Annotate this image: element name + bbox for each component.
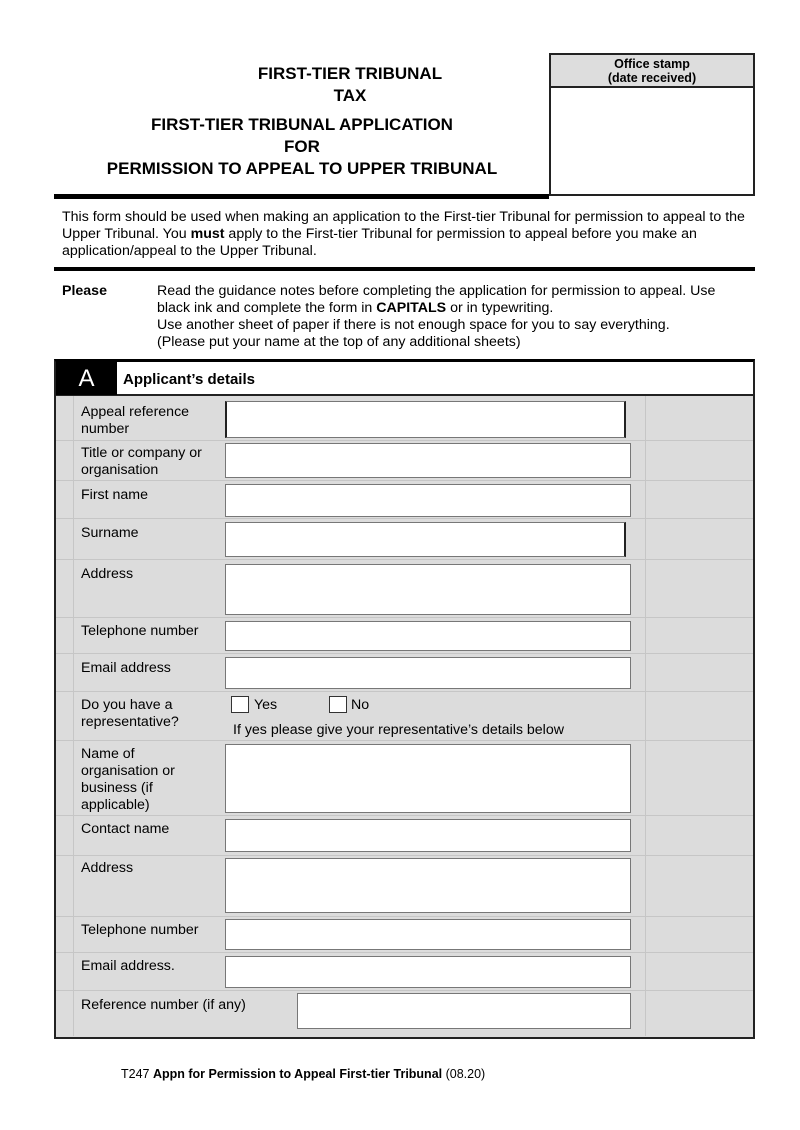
appeal-reference-label: Appeal reference number (81, 404, 190, 437)
address-field[interactable] (225, 564, 631, 615)
representative-question: Do you have a representative? (81, 697, 179, 730)
address-label: Address (81, 566, 134, 582)
grid-row (56, 480, 753, 481)
grid-row (56, 990, 753, 991)
intro-text (62, 209, 762, 260)
telephone-label: Telephone number (81, 623, 199, 639)
grid-row (56, 518, 753, 519)
grid-row (56, 440, 753, 441)
grid-row (56, 740, 753, 741)
rep-address-field[interactable] (225, 858, 631, 913)
rep-reference-field[interactable] (297, 993, 631, 1029)
intro-emphasis: must (190, 226, 225, 242)
title-company-label: Title or company or organisation (81, 445, 202, 478)
grid-row (56, 916, 753, 917)
representative-no-label: No (351, 697, 370, 713)
office-stamp-heading (551, 55, 753, 88)
form-version: (08.20) (442, 1067, 486, 1081)
instruction-text: black ink and complete the form in (157, 300, 377, 316)
rep-address-label: Address (81, 860, 134, 876)
rep-telephone-field[interactable] (225, 919, 631, 950)
email-label: Email address (81, 660, 171, 676)
appeal-reference-field[interactable] (225, 401, 626, 438)
rep-contact-field[interactable] (225, 819, 631, 852)
section-title: Applicant’s details (123, 371, 255, 388)
telephone-field[interactable] (225, 621, 631, 651)
tribunal-chamber: TAX (333, 86, 367, 105)
office-stamp-box (549, 53, 755, 196)
representative-yes-checkbox[interactable] (231, 696, 249, 713)
form-code: T247 (121, 1067, 153, 1081)
instruction-line: Use another sheet of paper if there is not enough space for you to say everything. (157, 317, 670, 333)
representative-yes-label: Yes (254, 697, 278, 713)
intro-text-part2: apply to the First-tier Tribunal for permission to appeal before you make an application/appeal to the Upper Tribunal. (62, 226, 697, 259)
surname-label: Surname (81, 525, 139, 541)
surname-field[interactable] (225, 522, 626, 557)
rep-contact-label: Contact name (81, 821, 170, 837)
first-name-field[interactable] (225, 484, 631, 517)
tribunal-name: FIRST-TIER TRIBUNAL (257, 64, 443, 83)
instruction-emphasis: CAPITALS (376, 300, 447, 316)
grid-column (645, 396, 646, 1036)
grid-row (56, 855, 753, 856)
form-footer (121, 1067, 485, 1081)
office-stamp-label: Office stamp (614, 57, 690, 71)
intro-text-part1: This form should be used when making an application to the First-tier Tribunal for permission to appeal to the Upper Tribunal. You (62, 209, 745, 242)
form-title-line3: PERMISSION TO APPEAL TO UPPER TRIBUNAL (106, 159, 498, 178)
grid-column (73, 396, 74, 1036)
instruction-line (157, 300, 757, 317)
grid-row (56, 653, 753, 654)
header-rule (54, 194, 549, 199)
instruction-text: or in typewriting. (446, 300, 554, 316)
instruction-line: (Please put your name at the top of any additional sheets) (157, 334, 521, 350)
first-name-label: First name (81, 487, 149, 503)
grid-row (56, 617, 753, 618)
intro-rule (54, 267, 755, 271)
rep-email-label: Email address. (81, 958, 175, 974)
grid-row (56, 815, 753, 816)
rep-organisation-label: Name of organisation or business (if applicable) (81, 746, 175, 813)
form-title-line2: FOR (284, 137, 320, 156)
grid-row (56, 559, 753, 560)
representative-note: If yes please give your representative’s details below (233, 722, 564, 738)
instruction-line: Read the guidance notes before completing the application for permission to appeal. Use (157, 283, 716, 299)
rep-organisation-field[interactable] (225, 744, 631, 813)
form-footer-title: Appn for Permission to Appeal First-tier Tribunal (152, 1067, 443, 1081)
form-title-line1: FIRST-TIER TRIBUNAL APPLICATION (151, 115, 453, 134)
title-company-field[interactable] (225, 443, 631, 478)
grid-row (56, 952, 753, 953)
rep-telephone-label: Telephone number (81, 922, 199, 938)
representative-no-checkbox[interactable] (329, 696, 347, 713)
rep-email-field[interactable] (225, 956, 631, 988)
grid-row (56, 691, 753, 692)
rep-reference-label: Reference number (if any) (81, 997, 246, 1013)
section-letter: A (56, 362, 117, 395)
office-stamp-sublabel: (date received) (607, 71, 697, 85)
please-label: Please (62, 283, 107, 299)
please-instructions (157, 283, 757, 351)
email-field[interactable] (225, 657, 631, 689)
